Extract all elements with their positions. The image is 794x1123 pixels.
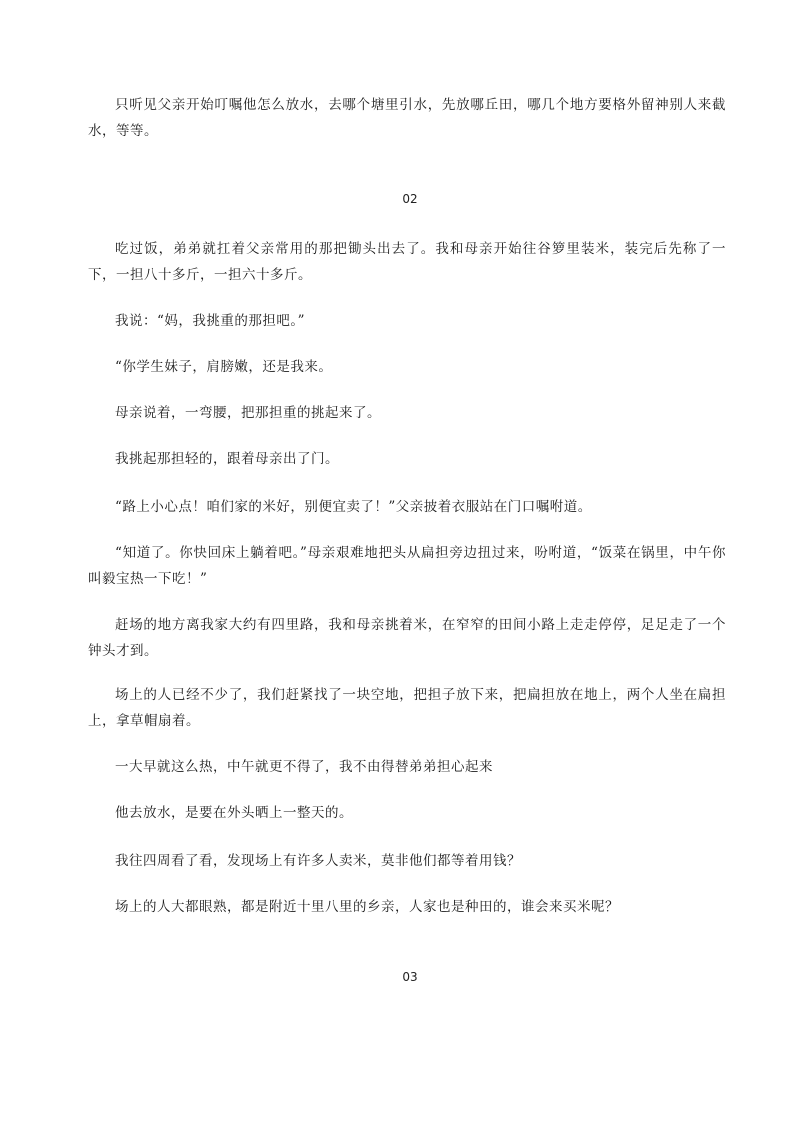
section-02-paragraph-3: “你学生妹子，肩膀嫩，还是我来。 — [115, 359, 333, 375]
section-02-paragraph-12: 我往四周看了看，发现场上有许多人卖米，莫非他们都等着用钱？ — [115, 853, 521, 869]
section-02-paragraph-9: 场上的人已经不少了，我们赶紧找了一块空地，把担子放下来，把扁担放在地上，两个人坐在扁担上，拿草帽扇着。 — [88, 687, 726, 729]
section-02-paragraph-13: 场上的人大都眼熟，都是附近十里八里的乡亲，人家也是种田的，谁会来买米呢？ — [115, 899, 619, 915]
section-02-paragraph-1: 吃过饭，弟弟就扛着父亲常用的那把锄头出去了。我和母亲开始往谷箩里装米，装完后先称了一下，一担八十多斤，一担六十多斤。 — [88, 241, 726, 283]
section-02-paragraph-4: 母亲说着，一弯腰，把那担重的挑起来了。 — [115, 405, 381, 421]
section-02-paragraph-11: 他去放水，是要在外头晒上一整天的。 — [115, 805, 353, 821]
section-02-paragraph-7: “知道了。你快回床上躺着吧。”母亲艰难地把头从扁担旁边扭过来，吩咐道，“饭菜在锅里，中午你叫毅宝热一下吃！” — [88, 545, 726, 587]
section-02-paragraph-10: 一大早就这么热，中午就更不得了，我不由得替弟弟担心起来 — [115, 759, 493, 775]
section-02-paragraph-2: 我说：“妈，我挑重的那担吧。” — [115, 313, 306, 329]
section-number-02: 02 — [402, 192, 418, 206]
section-02-paragraph-5: 我挑起那担轻的，跟着母亲出了门。 — [115, 451, 339, 467]
section-number-03: 03 — [402, 970, 418, 984]
intro-paragraph-1: 只听见父亲开始叮嘱他怎么放水，去哪个塘里引水，先放哪丘田，哪几个地方要格外留神别人来截水，等等。 — [88, 97, 726, 139]
section-02-paragraph-6: “路上小心点！咱们家的米好，别便宜卖了！”父亲披着衣服站在门口嘱咐道。 — [115, 499, 592, 515]
section-02-paragraph-8: 赶场的地方离我家大约有四里路，我和母亲挑着米，在窄窄的田间小路上走走停停，足足走了一个钟头才到。 — [88, 617, 726, 659]
